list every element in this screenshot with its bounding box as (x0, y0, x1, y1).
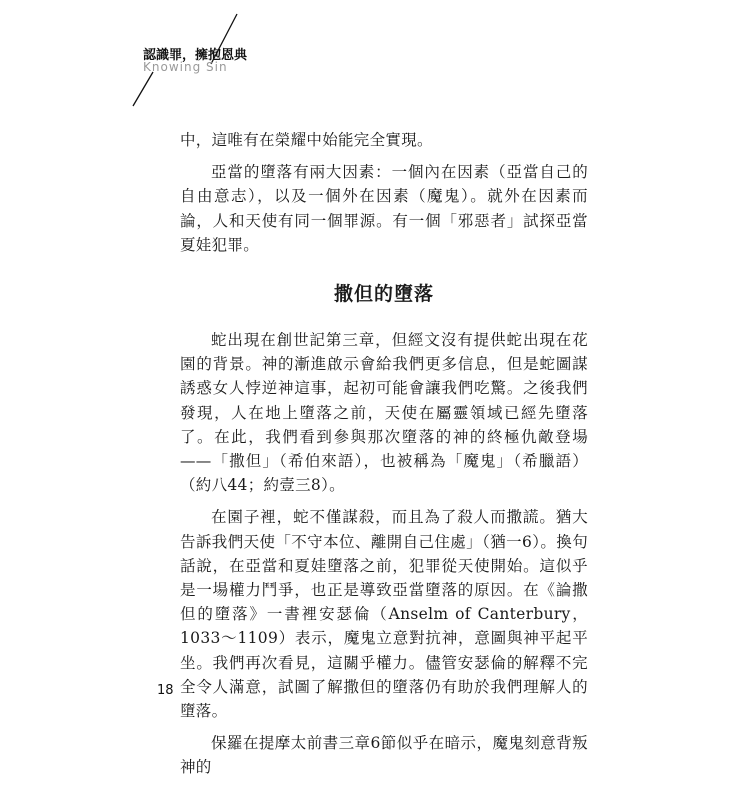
paragraph: 在園子裡，蛇不僅謀殺，而且為了殺人而撒謊。猶大告訴我們天使「不守本位、離開自己住處」（猶一6）。換句話說，在亞當和夏娃墮落之前，犯罪從天使開始。這似乎是一場權力鬥爭，也正是導致亞當墮落的原因。在《論撒但的墮落》一書裡安瑟倫（Anselm of Canterbury，1033～1109）表示，魔鬼立意對抗神，意圖與神平起平坐。我們再次看見，這關乎權力。儘管安瑟倫的解釋不完全令人滿意，試圖了解撒但的墮落仍有助於我們理解人的墮落。 (180, 508, 588, 721)
running-header (0, 0, 300, 120)
header-subtitle: Knowing Sin (143, 60, 228, 74)
page-number: 18 (157, 683, 174, 698)
header-slash-lower (133, 72, 153, 106)
body-text (180, 128, 588, 788)
header-title: 認識罪，擁抱恩典 (143, 48, 248, 63)
paragraph: 保羅在提摩太前書三章6節似乎在暗示，魔鬼刻意背叛神的 (180, 734, 588, 777)
paragraph-continuation: 中，這唯有在榮耀中始能完全實現。 (180, 131, 433, 149)
paragraph: 蛇出現在創世記第三章，但經文沒有提供蛇出現在花園的背景。神的漸進啟示會給我們更多信息，但是蛇圖謀誘惑女人悖逆神這事，起初可能會讓我們吃驚。之後我們發現，人在地上墮落之前，天使在屬靈領域已經先墮落了。在此，我們看到參與那次墮落的神的終極仇敵登場——「撒但」（希伯來語），也被稱為「魔鬼」（希臘語）（約八44；約壹三8）。 (180, 331, 588, 495)
section-heading: 撒但的墮落 (333, 283, 434, 306)
paragraph: 亞當的墮落有兩大因素：一個內在因素（亞當自己的自由意志），以及一個外在因素（魔鬼）。就外在因素而論，人和天使有同一個罪源。有一個「邪惡者」試探亞當夏娃犯罪。 (180, 163, 588, 254)
